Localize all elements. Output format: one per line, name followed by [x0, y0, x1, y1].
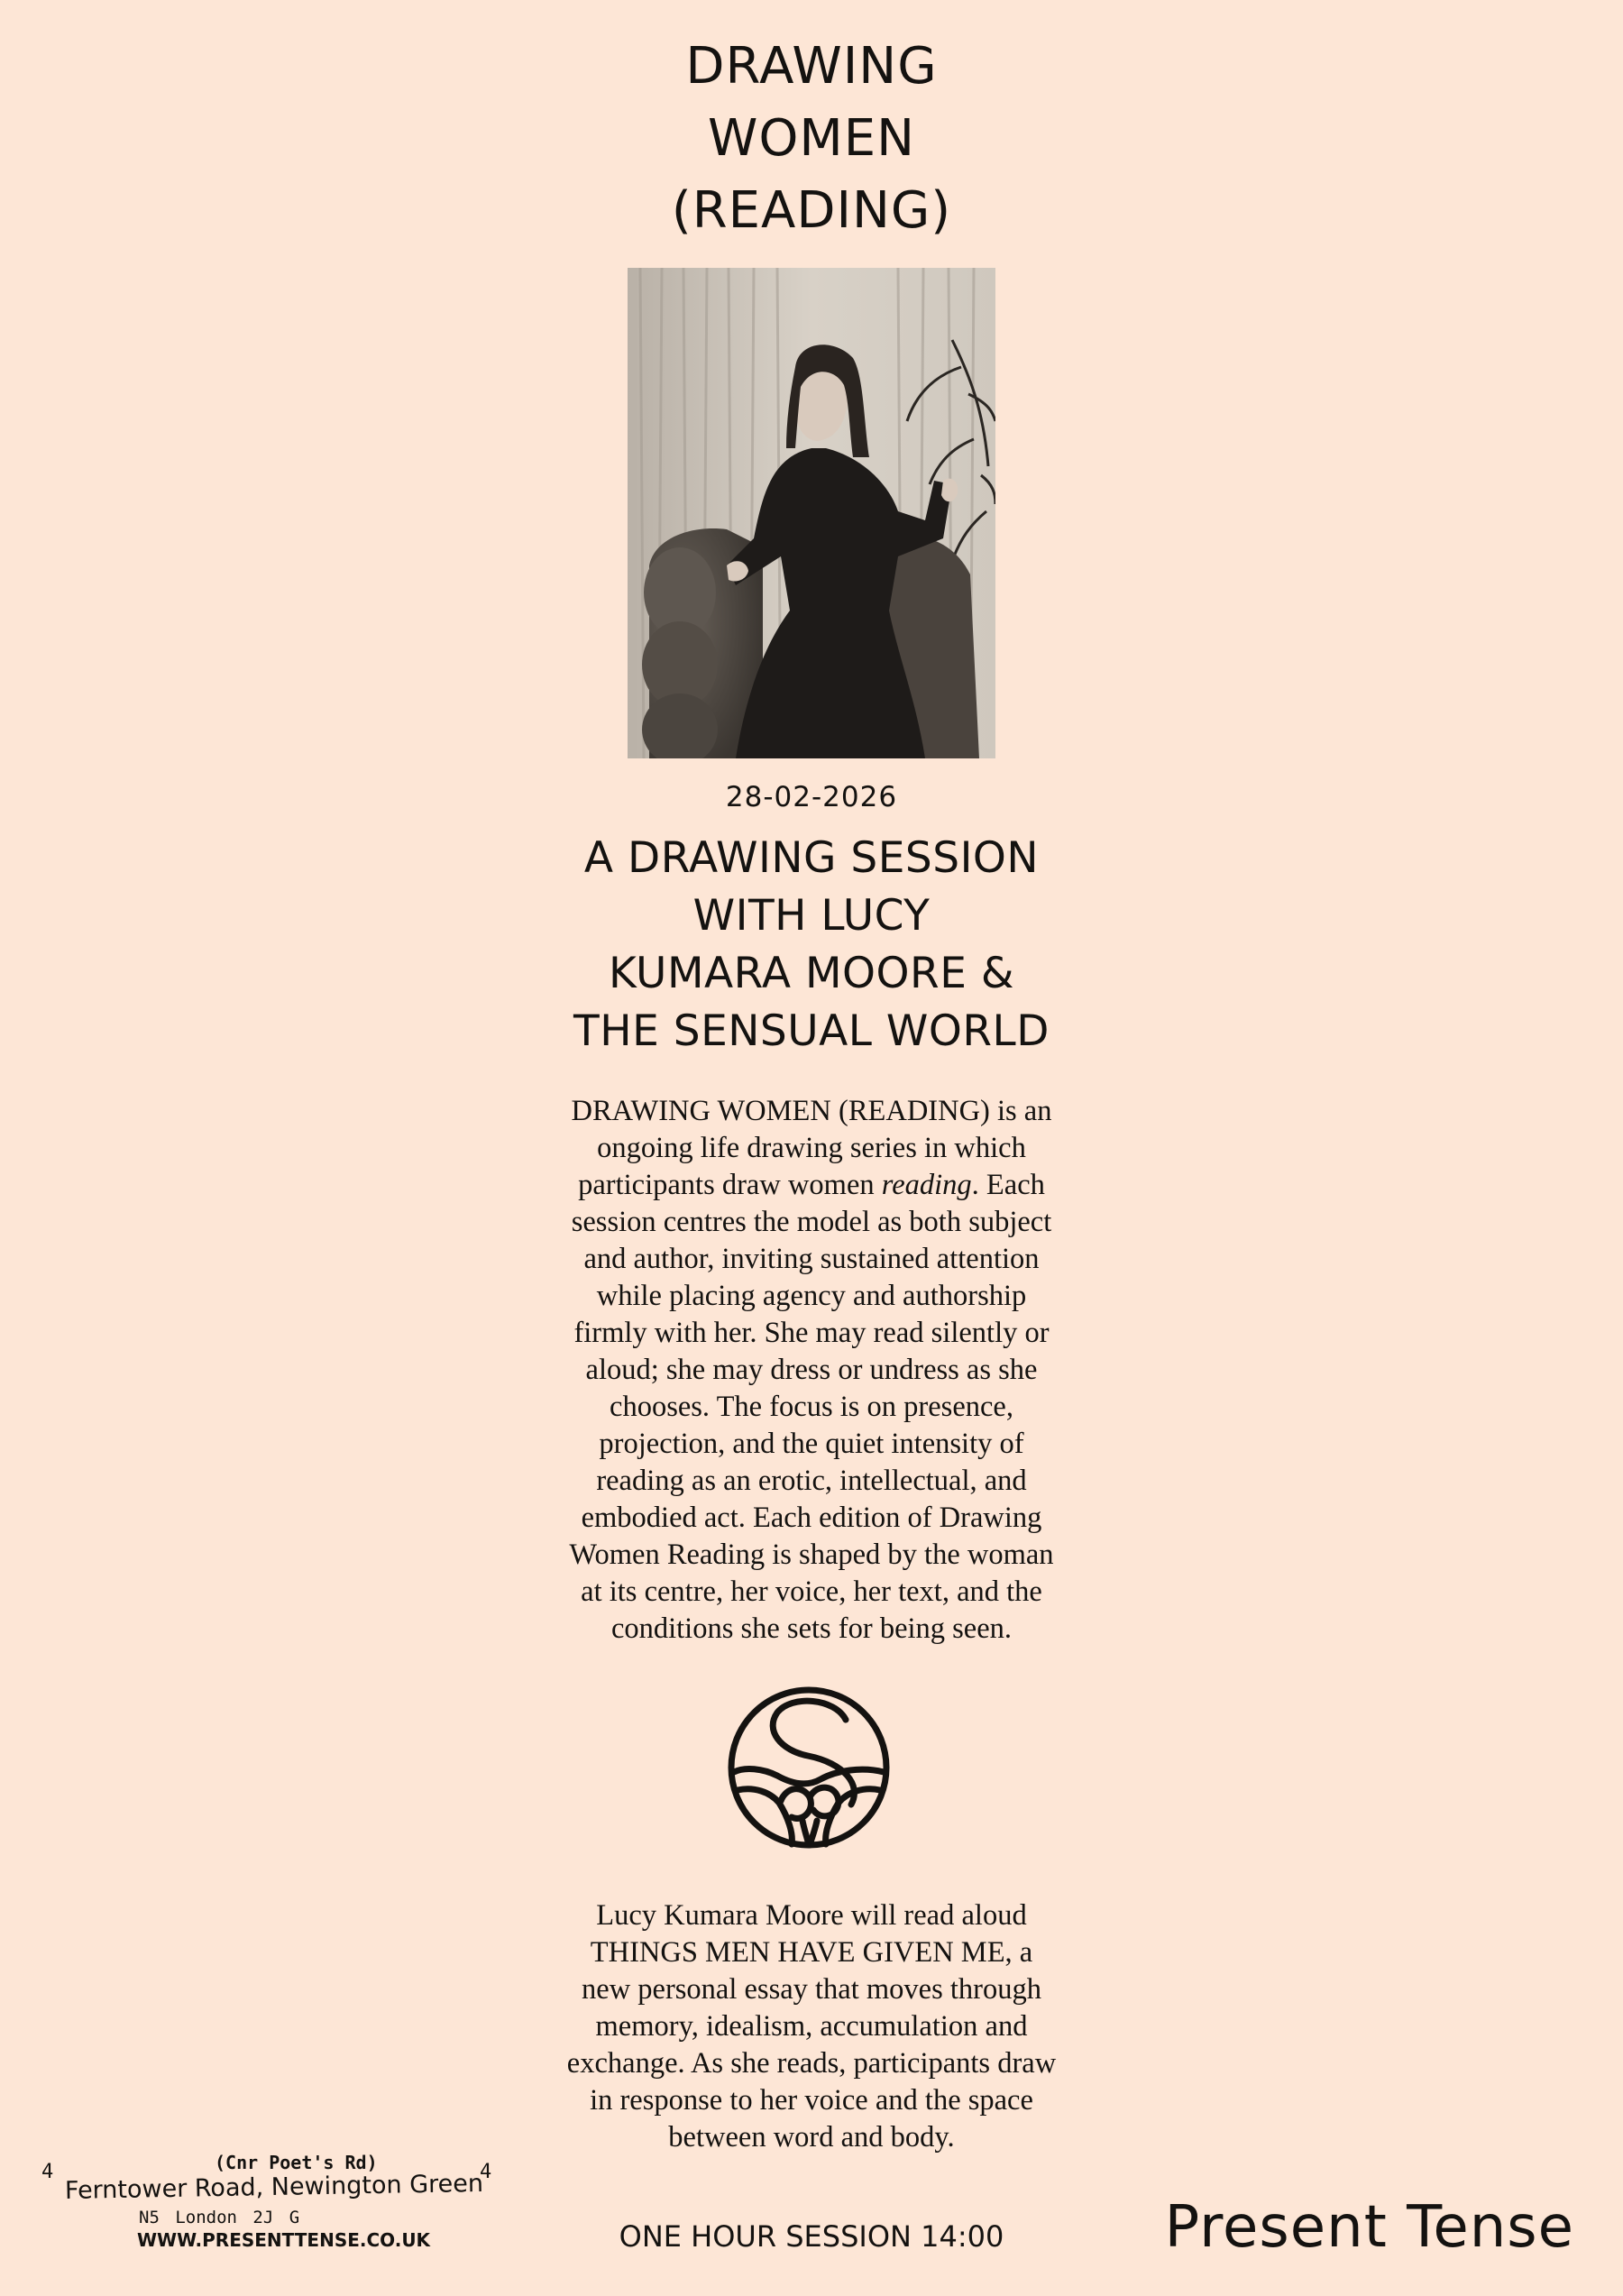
description-line: DRAWING WOMEN (READING) is an — [571, 1095, 1052, 1127]
description-line: conditions she sets for being seen. — [610, 1612, 1013, 1645]
description-line: reading as an erotic, intellectual, and — [596, 1465, 1027, 1497]
reading-line: memory, idealism, accumulation and — [595, 2010, 1028, 2043]
street-number: 4 — [480, 2161, 492, 2183]
description-text: participants draw women — [578, 1169, 875, 1201]
description-line — [541, 1167, 1082, 1204]
subtitle-line: THE SENSUAL WORLD — [573, 1006, 1050, 1056]
website-link[interactable]: WWW.PRESENTTENSE.CO.UK — [137, 2229, 431, 2251]
reading-line: between word and body. — [668, 2121, 955, 2154]
description-emphasis: reading — [881, 1169, 972, 1201]
session-time: ONE HOUR SESSION 14:00 — [619, 2219, 1004, 2254]
description-line: at its centre, her voice, her text, and the — [581, 1575, 1042, 1608]
event-subtitle — [0, 830, 1623, 1061]
description-line: while placing agency and authorship — [596, 1280, 1027, 1312]
circle-monogram-logo-icon — [727, 1685, 891, 1850]
reading-paragraph — [541, 1897, 1082, 2156]
description-paragraph — [541, 1093, 1082, 1648]
title-line: (READING) — [671, 181, 952, 240]
reading-line: THINGS MEN HAVE GIVEN ME, a — [590, 1936, 1033, 1969]
title-line: WOMEN — [707, 109, 916, 168]
reading-line: exchange. As she reads, participants draw — [566, 2047, 1057, 2080]
subtitle-line: KUMARA MOORE & — [609, 949, 1014, 998]
event-title — [0, 31, 1623, 247]
description-line: embodied act. Each edition of Drawing — [581, 1502, 1042, 1534]
street-number: 4 — [41, 2161, 54, 2183]
subtitle-line: WITH LUCY — [692, 891, 931, 941]
brand-wordmark: Present Tense — [1164, 2194, 1574, 2261]
corner-note: (Cnr Poet's Rd) — [215, 2152, 378, 2173]
postcode-line: N5 London 2J G — [139, 2208, 300, 2227]
description-line: session centres the model as both subject — [571, 1206, 1052, 1238]
description-line: chooses. The focus is on presence, — [610, 1391, 1013, 1423]
description-line: Women Reading is shaped by the woman — [569, 1538, 1054, 1571]
reading-line: new personal essay that moves through — [582, 1973, 1041, 2006]
portrait-photo-image — [628, 268, 995, 758]
description-text: . Each — [971, 1169, 1045, 1201]
reading-line: in response to her voice and the space — [590, 2084, 1033, 2117]
event-date: 28-02-2026 — [725, 781, 898, 813]
portrait-photo — [628, 268, 995, 758]
title-line: DRAWING — [685, 37, 938, 96]
logo-graphic — [727, 1685, 891, 1850]
description-line: ongoing life drawing series in which — [597, 1132, 1026, 1164]
subtitle-line: A DRAWING SESSION — [583, 833, 1040, 883]
description-line: and author, inviting sustained attention — [583, 1243, 1040, 1275]
reading-line: Lucy Kumara Moore will read aloud — [596, 1899, 1027, 1932]
street-name: Ferntower Road, Newington Green — [64, 2169, 484, 2205]
description-line: projection, and the quiet intensity of — [599, 1428, 1024, 1460]
description-line: firmly with her. She may read silently or — [573, 1317, 1050, 1349]
description-line: aloud; she may dress or undress as she — [585, 1354, 1038, 1386]
